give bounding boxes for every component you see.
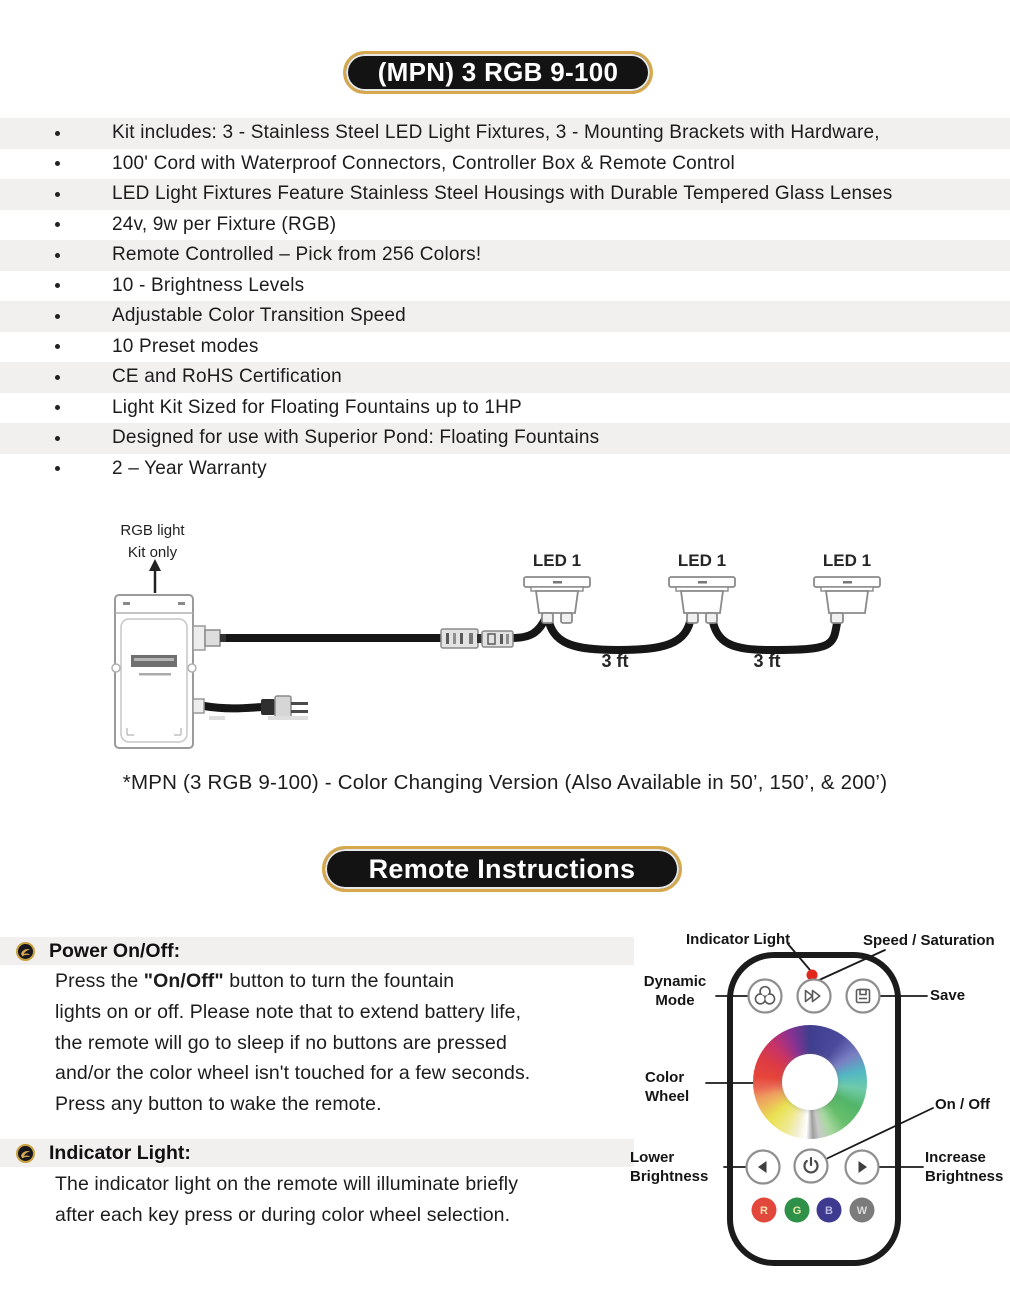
label-save: Save [930, 987, 966, 1004]
green-button-label: G [792, 1205, 802, 1217]
label-color-wheel: Color Wheel [645, 1069, 690, 1105]
label-speed-saturation: Speed / Saturation [863, 932, 995, 949]
power-cord [204, 706, 262, 708]
led-fixture [669, 577, 735, 623]
indicator-section-body [55, 1169, 518, 1231]
led-cable [225, 617, 838, 650]
feature-item: 100' Cord with Waterproof Connectors, Controller Box & Remote Control [0, 149, 1010, 180]
feature-item: Light Kit Sized for Floating Fountains up to 1HP [0, 393, 1010, 424]
diagram-caption: *MPN (3 RGB 9-100) - Color Changing Version (Also Available in 50’, 150’, & 200’) [122, 771, 888, 794]
feature-item: 10 Preset modes [0, 332, 1010, 363]
feature-item: Adjustable Color Transition Speed [0, 301, 1010, 332]
color-wheel-hole [782, 1054, 838, 1110]
bullet-icon [55, 192, 60, 197]
feature-item: Designed for use with Superior Pond: Floating Fountains [0, 423, 1010, 454]
product-title-badge [343, 51, 653, 94]
distance-label: 3 ft [601, 651, 629, 671]
kit-note-line1: RGB light [120, 522, 185, 539]
body-line: after each key press or during color wheel selection. [55, 1203, 511, 1226]
body-line: and/or the color wheel isn't touched for a few seconds. [55, 1062, 531, 1085]
bullet-icon [55, 466, 60, 471]
led-label: LED 1 [677, 551, 727, 570]
label-lower-brightness: Lower Brightness [630, 1149, 709, 1185]
feature-item: 10 - Brightness Levels [0, 271, 1010, 302]
label-indicator-light: Indicator Light [686, 931, 791, 948]
bullet-icon [55, 314, 60, 319]
wiring-diagram [0, 505, 1010, 773]
remote-diagram [620, 920, 1010, 1304]
body-line: Press any button to wake the remote. [55, 1093, 382, 1116]
distance-label: 3 ft [753, 651, 781, 671]
bullet-icon [55, 344, 60, 349]
feature-item: CE and RoHS Certification [0, 362, 1010, 393]
feature-item: Kit includes: 3 - Stainless Steel LED Light Fixtures, 3 - Mounting Brackets with Hardware, [0, 118, 1010, 149]
bullet-icon [55, 283, 60, 288]
bullet-icon [55, 405, 60, 410]
body-line: The indicator light on the remote will illuminate briefly [55, 1173, 519, 1195]
indicator-section-heading-strip [0, 1139, 634, 1167]
kit-note-line2: Kit only [127, 544, 178, 561]
label-increase-brightness: Increase Brightness [925, 1149, 1004, 1185]
red-button-label: R [760, 1205, 768, 1217]
save-button [847, 980, 880, 1013]
power-section-heading-strip [0, 937, 634, 965]
feature-item: LED Light Fixtures Feature Stainless Steel Housings with Durable Tempered Glass Lenses [0, 179, 1010, 210]
led-label: LED 1 [822, 551, 872, 570]
body-line: lights on or off. Please note that to extend battery life, [55, 1000, 522, 1023]
feature-item: 2 – Year Warranty [0, 454, 1010, 485]
brand-logo-icon [16, 1144, 35, 1163]
power-section-body [55, 966, 530, 1120]
label-dynamic-mode: Dynamic Mode [643, 973, 707, 1009]
up-arrow-icon [149, 559, 161, 593]
bullet-icon [55, 161, 60, 166]
body-line: the remote will go to sleep if no buttons are pressed [55, 1031, 507, 1054]
feature-item: Remote Controlled – Pick from 256 Colors! [0, 240, 1010, 271]
power-section-heading: Power On/Off: [49, 939, 181, 962]
color-wheel [753, 1025, 867, 1139]
bullet-icon [55, 375, 60, 380]
white-button-label: W [856, 1205, 868, 1217]
brand-logo-icon [16, 942, 35, 961]
bullet-icon [55, 253, 60, 258]
bullet-icon [55, 222, 60, 227]
remote-instructions-title: Remote Instructions [368, 853, 636, 884]
controller-box [112, 595, 226, 748]
bullet-icon [55, 436, 60, 441]
remote-instructions-badge [322, 846, 682, 892]
blue-button-label: B [825, 1205, 833, 1217]
body-line: Press the "On/Off" button to turn the fountain [55, 970, 455, 992]
bullet-icon [55, 131, 60, 136]
waterproof-connectors [441, 629, 513, 648]
led-fixture [814, 577, 880, 623]
led-fixture [524, 577, 590, 623]
indicator-section-heading: Indicator Light: [49, 1141, 191, 1164]
label-on-off: On / Off [935, 1096, 990, 1113]
led-label: LED 1 [532, 551, 582, 570]
product-title: (MPN) 3 RGB 9-100 [377, 57, 619, 87]
feature-item: 24v, 9w per Fixture (RGB) [0, 210, 1010, 241]
feature-list [0, 118, 1010, 484]
